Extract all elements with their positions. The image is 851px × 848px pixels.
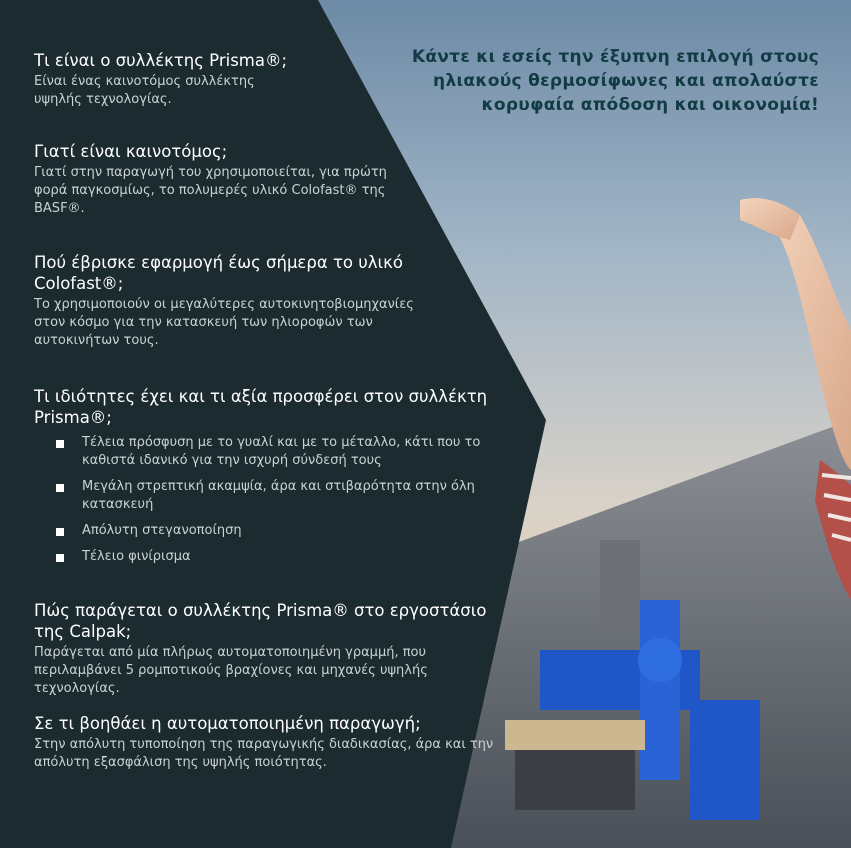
list-item-text: Μεγάλη στρεπτική ακαμψία, άρα και στιβαρότητα στην όλη κατασκευή (82, 479, 475, 512)
faq-item-properties (34, 386, 504, 574)
faq-answer: Το χρησιμοποιούν οι μεγαλύτερες αυτοκινητοβιομηχανίες στον κόσμο για την κατασκευή των ηλιοροφών των αυτοκινήτων τους. (34, 297, 414, 348)
list-item (34, 478, 504, 514)
list-item (34, 548, 504, 566)
faq-answer: Παράγεται από μία πλήρως αυτοματοποιημένη γραμμή, που περιλαμβάνει 5 ρομποτικούς βραχίονες και μηχανές υψηλής τεχνολογίας. (34, 645, 428, 696)
bullet-square-icon (56, 484, 64, 492)
faq-question: Σε τι βοηθάει η αυτοματοποιημένη παραγωγή; (34, 714, 421, 733)
faq-item-what-is (34, 50, 304, 109)
faq-question: Γιατί είναι καινοτόμος; (34, 142, 228, 161)
faq-item-production (34, 600, 514, 698)
list-item-text: Τέλεια πρόσφυση με το γυαλί και με το μέταλλο, κάτι που το καθιστά ιδανικό για την ισχυρή σύνδεσή τους (82, 435, 481, 468)
faq-item-colofast-use (34, 252, 444, 350)
bullet-square-icon (56, 440, 64, 448)
tagline-heading: Κάντε κι εσείς την έξυπνη επιλογή στους ηλιακούς θερμοσίφωνες και απολαύστε κορυφαία απόδοση και οικονομία! (411, 47, 819, 115)
faq-item-why-innovative (34, 141, 394, 218)
faq-question: Τι ιδιότητες έχει και τι αξία προσφέρει στον συλλέκτη Prisma®; (34, 387, 488, 427)
faq-question: Πού έβρισκε εφαρμογή έως σήμερα το υλικό Colofast®; (34, 253, 403, 293)
faq-question: Τι είναι ο συλλέκτης Prisma®; (34, 51, 288, 70)
faq-question: Πώς παράγεται ο συλλέκτης Prisma® στο εργοστάσιο της Calpak; (34, 601, 487, 641)
bullet-square-icon (56, 554, 64, 562)
faq-answer: Είναι ένας καινοτόμος συλλέκτης υψηλής τεχνολογίας. (34, 74, 255, 107)
faq-item-automation-benefit (34, 713, 504, 772)
bullet-square-icon (56, 528, 64, 536)
list-item-text: Τέλειο φινίρισμα (82, 549, 191, 564)
faq-answer: Στην απόλυτη τυποποίηση της παραγωγικής διαδικασίας, άρα και την απόλυτη εξασφάλιση της υψηλής ποιότητας. (34, 737, 494, 770)
list-item (34, 522, 504, 540)
properties-list (34, 434, 504, 566)
faq-answer: Γιατί στην παραγωγή του χρησιμοποιείται, για πρώτη φορά παγκοσμίως, το πολυμερές υλικό Colofast® της BASF®. (34, 165, 387, 216)
list-item (34, 434, 504, 470)
list-item-text: Απόλυτη στεγανοποίηση (82, 523, 242, 538)
